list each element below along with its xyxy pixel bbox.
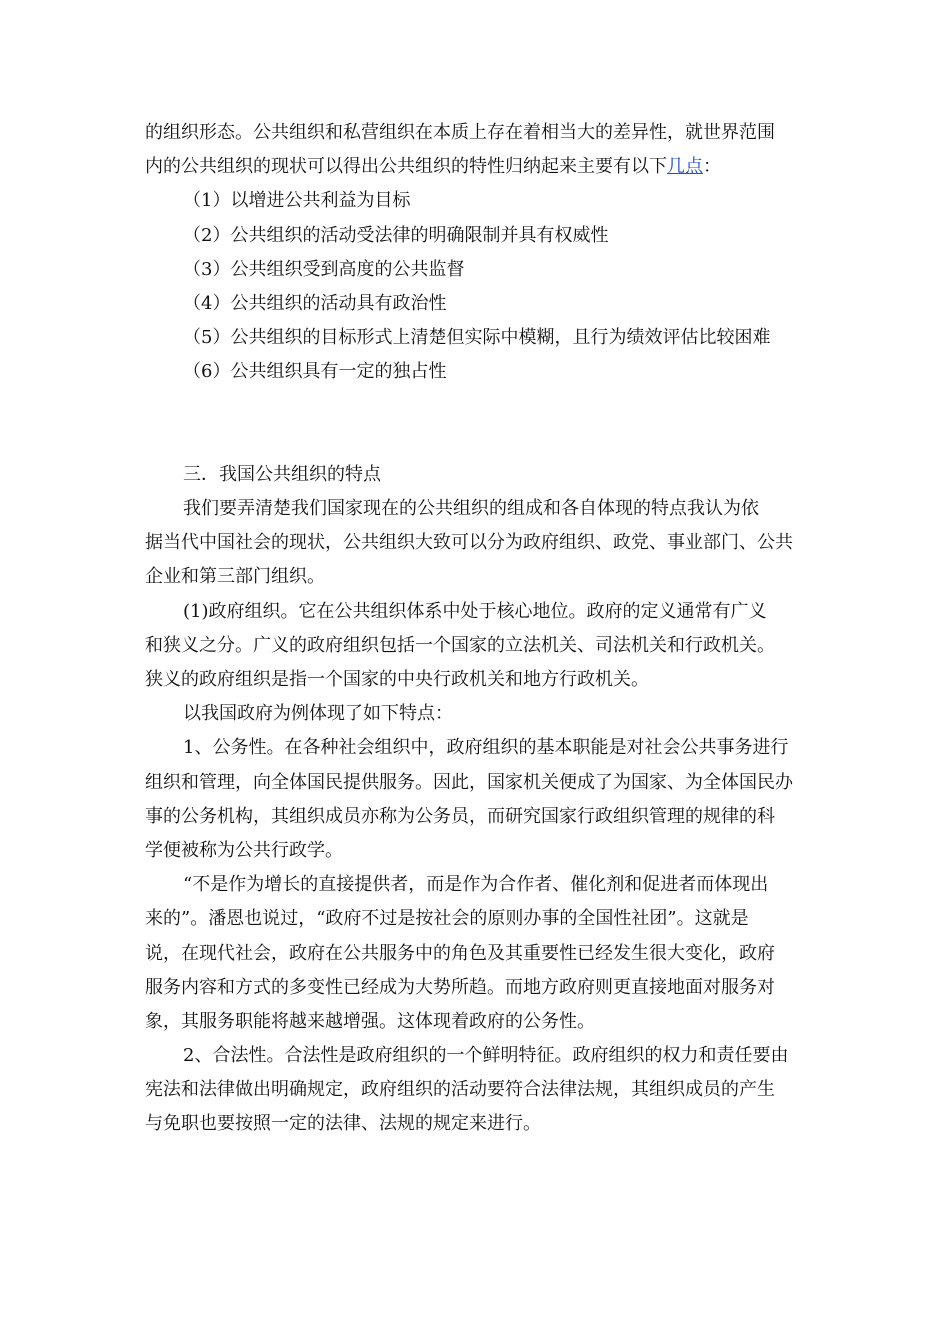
intro-colon: ： xyxy=(703,156,721,178)
paragraph-line: “不是作为增长的直接提供者，而是作为合作者、催化剂和促进者而体现出 xyxy=(183,874,769,896)
spacer xyxy=(145,390,810,424)
paragraph-line: 与免职也要按照一定的法律、法规的规定来进行。 xyxy=(145,1113,541,1135)
paragraph-line: 说，在现代社会，政府在公共服务中的角色及其重要性已经发生很大变化，政府 xyxy=(145,942,775,964)
feature-item: （4）公共组织的活动具有政治性 xyxy=(183,292,447,314)
feature-item: （2）公共组织的活动受法律的明确限制并具有权威性 xyxy=(183,224,609,246)
feature-item: （6）公共组织具有一定的独占性 xyxy=(183,361,447,383)
section-heading: 三．我国公共组织的特点 xyxy=(183,463,381,485)
paragraph-line: 和狭义之分。广义的政府组织包括一个国家的立法机关、司法机关和行政机关。 xyxy=(145,634,775,656)
paragraph-line: 我们要弄清楚我们国家现在的公共组织的组成和各自体现的特点我认为依 xyxy=(183,498,759,520)
paragraph-line: (1)政府组织。它在公共组织体系中处于核心地位。政府的定义通常有广义 xyxy=(183,600,767,622)
paragraph-line: 据当代中国社会的现状，公共组织大致可以分为政府组织、政党、事业部门、公共 xyxy=(145,532,793,554)
paragraph-line: 1、公务性。在各种社会组织中，政府组织的基本职能是对社会公共事务进行 xyxy=(183,737,789,759)
paragraph-line: 象，其服务职能将越来越增强。这体现着政府的公务性。 xyxy=(145,1010,595,1032)
paragraph-line: 宪法和法律做出明确规定，政府组织的活动要符合法律法规，其组织成员的产生 xyxy=(145,1079,775,1101)
feature-item: （1）以增进公共利益为目标 xyxy=(183,190,411,212)
intro-line: 的组织形态。公共组织和私营组织在本质上存在着相当大的差异性，就世界范围 xyxy=(145,122,775,143)
jidian-link[interactable]: 几点 xyxy=(667,156,703,178)
paragraph-line: 来的”。潘恩也说过，“政府不过是按社会的原则办事的全国性社团”。这就是 xyxy=(145,908,749,930)
feature-item: （3）公共组织受到高度的公共监督 xyxy=(183,258,465,280)
paragraph-line: 企业和第三部门组织。 xyxy=(145,566,325,588)
paragraph-line: 2、合法性。合法性是政府组织的一个鲜明特征。政府组织的权力和责任要由 xyxy=(183,1045,789,1067)
intro-text: 内的公共组织的现状可以得出公共组织的特性归纳起来主要有以下 xyxy=(145,156,667,178)
document-body xyxy=(145,116,810,1142)
feature-item: （5）公共组织的目标形式上清楚但实际中模糊，且行为绩效评估比较困难 xyxy=(183,327,771,349)
spacer xyxy=(145,424,810,458)
paragraph-line: 以我国政府为例体现了如下特点： xyxy=(183,703,453,725)
paragraph-line: 服务内容和方式的多变性已经成为大势所趋。而地方政府则更直接地面对服务对 xyxy=(145,976,775,998)
paragraph-line: 组织和管理，向全体国民提供服务。因此，国家机关便成了为国家、为全体国民办 xyxy=(145,771,793,793)
paragraph-line: 狭义的政府组织是指一个国家的中央行政机关和地方行政机关。 xyxy=(145,669,649,690)
intro-line-with-link xyxy=(145,150,810,184)
paragraph-line: 学便被称为公共行政学。 xyxy=(145,839,343,861)
paragraph-line: 事的公务机构，其组织成员亦称为公务员，而研究国家行政组织管理的规律的科 xyxy=(145,805,775,827)
